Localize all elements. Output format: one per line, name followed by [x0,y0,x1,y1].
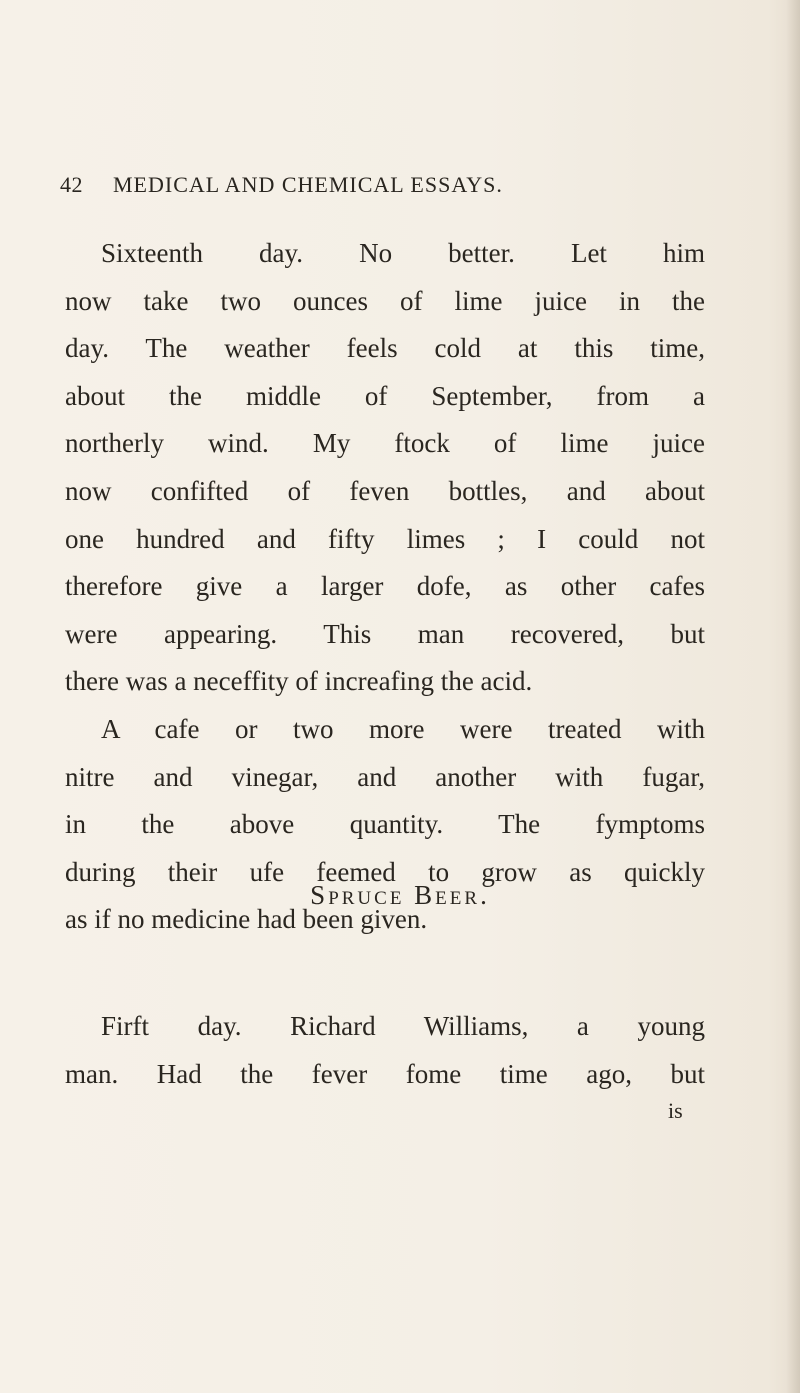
text-line: during their ufe feemed to grow as quickly [65,856,705,887]
page-edge-shadow [786,0,800,1393]
page-number: 42 [60,172,83,197]
body-text [65,230,705,944]
text-line: one hundred and fifty limes ; I could not [65,523,705,554]
body-text-continued [65,1003,705,1098]
text-line: there was a neceffity of increafing the acid. [65,666,533,697]
catchword: is [668,1098,683,1123]
running-title: MEDICAL AND CHEMICAL ESSAYS. [113,172,503,197]
text-line: were appearing. This man recovered, but [65,618,705,649]
text-line: man. Had the fever fome time ago, but [65,1058,705,1089]
text-line: nitre and vinegar, and another with fugar, [65,761,705,792]
text-line: Sixteenth day. No better. Let him [101,238,705,268]
section-heading-text: Spruce Beer. [310,880,490,910]
text-line: day. The weather feels cold at this time, [65,333,705,364]
text-line: now take two ounces of lime juice in the [65,285,705,316]
text-line: in the above quantity. The fymptoms [65,809,705,840]
text-line: about the middle of September, from a [65,380,705,411]
text-line: now confifted of feven bottles, and about [65,475,705,506]
section-heading [0,880,800,911]
running-head [60,172,740,202]
text-line: as if no medicine had been given. [65,904,428,935]
text-line: Firft day. Richard Williams, a young [101,1011,705,1041]
text-line: A cafe or two more were treated with [101,713,705,744]
text-line: northerly wind. My ftock of lime juice [65,428,705,459]
text-line: therefore give a larger dofe, as other cafes [65,571,705,602]
